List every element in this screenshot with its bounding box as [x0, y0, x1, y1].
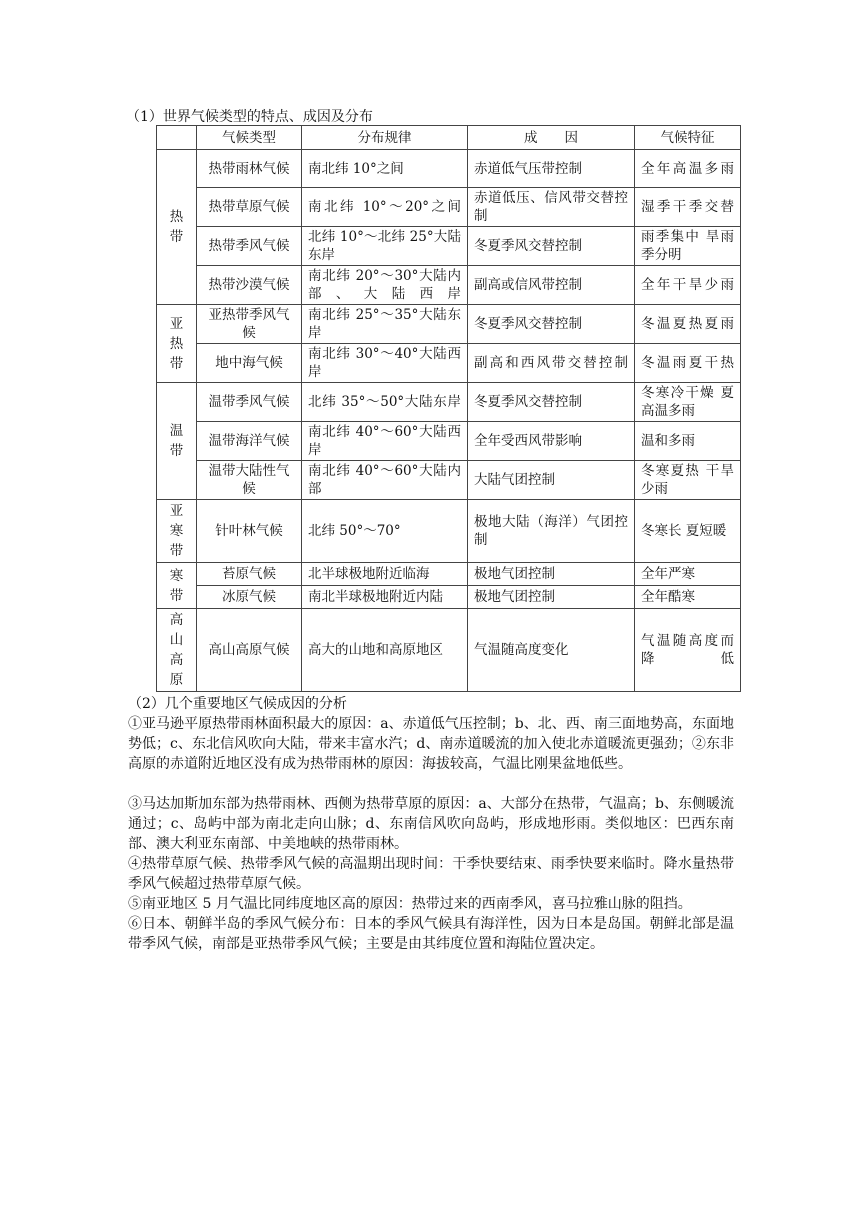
distribution-cell: 南北纬 40°～60°大陆西岸	[302, 422, 468, 461]
climate-type-cell: 冰原气候	[197, 586, 302, 609]
table-row	[157, 422, 741, 461]
zone-tropical: 热带	[157, 150, 197, 305]
cause-cell: 气温随高度变化	[468, 609, 635, 692]
table-row	[157, 305, 741, 344]
header-climate-type: 气候类型	[197, 126, 302, 150]
header-corner-cell	[157, 126, 197, 150]
distribution-cell: 南北纬 20°～30°大陆内部、大陆西岸	[302, 266, 468, 305]
climate-type-cell: 热带草原气候	[197, 188, 302, 227]
cause-cell: 冬夏季风交替控制	[468, 383, 635, 422]
climate-type-cell: 温带季风气候	[197, 383, 302, 422]
paragraph-japan-korea: ⑥日本、朝鲜半岛的季风气候分布：日本的季风气候具有海洋性，因为日本是岛国。朝鲜北部是温带季风气候，南部是亚热带季风气候；主要是由其纬度位置和海陆位置决定。	[128, 916, 734, 952]
cause-cell: 赤道低压、信风带交替控制	[468, 188, 635, 227]
table-row	[157, 188, 741, 227]
feature-cell: 湿季干季交替	[635, 188, 741, 227]
feature-cell: 冬温夏热夏雨	[635, 305, 741, 344]
climate-type-cell: 温带海洋气候	[197, 422, 302, 461]
header-cause: 成 因	[468, 126, 635, 150]
section-2-title: （2）几个重要地区气候成因的分析	[128, 696, 347, 712]
table-header-row	[157, 126, 741, 150]
distribution-cell: 北纬 10°～北纬 25°大陆东岸	[302, 227, 468, 266]
feature-cell: 温和多雨	[635, 422, 741, 461]
zone-subtropical: 亚热带	[157, 305, 197, 383]
table-row	[157, 266, 741, 305]
climate-type-cell: 针叶林气候	[197, 500, 302, 563]
table-row	[157, 150, 741, 188]
paragraph-south-asia: ⑤南亚地区 5 月气温比同纬度地区高的原因：热带过来的西南季风，喜马拉雅山脉的阻挡。	[128, 896, 692, 912]
climate-type-cell: 苔原气候	[197, 563, 302, 586]
paragraph-madagascar: ③马达加斯加东部为热带雨林、西侧为热带草原的原因：a、大部分在热带，气温高；b、东侧暖流通过；c、岛屿中部为南北走向山脉；d、东南信风吹向岛屿，形成地形雨。类似地区：巴西东南部、澳大利亚东南部、中美地峡的热带雨林。	[128, 796, 734, 852]
distribution-cell: 南北纬 40°～60°大陆内部	[302, 461, 468, 500]
feature-cell: 全年严寒	[635, 563, 741, 586]
distribution-cell: 南北半球极地附近内陆	[302, 586, 468, 609]
paragraph-savanna-monsoon: ④热带草原气候、热带季风气候的高温期出现时间：干季快要结束、雨季快要来临时。降水量热带季风气候超过热带草原气候。	[128, 856, 734, 892]
distribution-cell: 高大的山地和高原地区	[302, 609, 468, 692]
cause-cell: 副高或信风带控制	[468, 266, 635, 305]
cause-cell: 极地大陆（海洋）气团控制	[468, 500, 635, 563]
feature-cell: 气温随高度而降低	[635, 609, 741, 692]
cause-cell: 赤道低气压带控制	[468, 150, 635, 188]
climate-type-cell: 热带雨林气候	[197, 150, 302, 188]
cause-cell: 冬夏季风交替控制	[468, 227, 635, 266]
zone-subarctic: 亚寒带	[157, 500, 197, 563]
distribution-cell: 南北纬 30°～40°大陆西岸	[302, 344, 468, 383]
climate-types-table	[156, 125, 741, 692]
feature-cell: 冬温雨夏干热	[635, 344, 741, 383]
feature-cell: 冬寒冷干燥 夏高温多雨	[635, 383, 741, 422]
distribution-cell: 北纬 35°～50°大陆东岸	[302, 383, 468, 422]
header-distribution: 分布规律	[302, 126, 468, 150]
header-features: 气候特征	[635, 126, 741, 150]
climate-type-cell: 高山高原气候	[197, 609, 302, 692]
table-row	[157, 500, 741, 563]
table-row	[157, 344, 741, 383]
climate-type-cell: 温带大陆性气候	[197, 461, 302, 500]
table-row	[157, 227, 741, 266]
feature-cell: 雨季集中 旱雨季分明	[635, 227, 741, 266]
distribution-cell: 北半球极地附近临海	[302, 563, 468, 586]
distribution-cell: 南北纬 25°～35°大陆东岸	[302, 305, 468, 344]
feature-cell: 全年酷寒	[635, 586, 741, 609]
cause-cell: 大陆气团控制	[468, 461, 635, 500]
climate-type-cell: 热带季风气候	[197, 227, 302, 266]
climate-type-cell: 地中海气候	[197, 344, 302, 383]
cause-cell: 极地气团控制	[468, 586, 635, 609]
table-row	[157, 461, 741, 500]
section-1-title: （1）世界气候类型的特点、成因及分布	[126, 109, 373, 125]
distribution-cell: 北纬 50°～70°	[302, 500, 468, 563]
feature-cell: 冬寒长 夏短暖	[635, 500, 741, 563]
table-row	[157, 563, 741, 586]
climate-type-cell: 亚热带季风气候	[197, 305, 302, 344]
table-row	[157, 383, 741, 422]
zone-temperate: 温带	[157, 383, 197, 500]
table-row	[157, 609, 741, 692]
paragraph-amazon-eastafrica: ①亚马逊平原热带雨林面积最大的原因：a、赤道低气压控制；b、北、西、南三面地势高，东面地势低；c、东北信风吹向大陆，带来丰富水汽；d、南赤道暖流的加入使北赤道暖流更强劲；②东非高原的赤道附近地区没有成为热带雨林的原因：海拔较高，气温比刚果盆地低些。	[128, 716, 734, 772]
cause-cell: 全年受西风带影响	[468, 422, 635, 461]
cause-cell: 冬夏季风交替控制	[468, 305, 635, 344]
feature-cell: 全年高温多雨	[635, 150, 741, 188]
cause-cell: 极地气团控制	[468, 563, 635, 586]
zone-frigid: 寒带	[157, 563, 197, 609]
distribution-cell: 南北纬 10°～20°之间	[302, 188, 468, 227]
distribution-cell: 南北纬 10°之间	[302, 150, 468, 188]
feature-cell: 冬寒夏热 干旱少雨	[635, 461, 741, 500]
table-row	[157, 586, 741, 609]
climate-type-cell: 热带沙漠气候	[197, 266, 302, 305]
zone-highland: 高山高原	[157, 609, 197, 692]
cause-cell: 副高和西风带交替控制	[468, 344, 635, 383]
feature-cell: 全年干旱少雨	[635, 266, 741, 305]
